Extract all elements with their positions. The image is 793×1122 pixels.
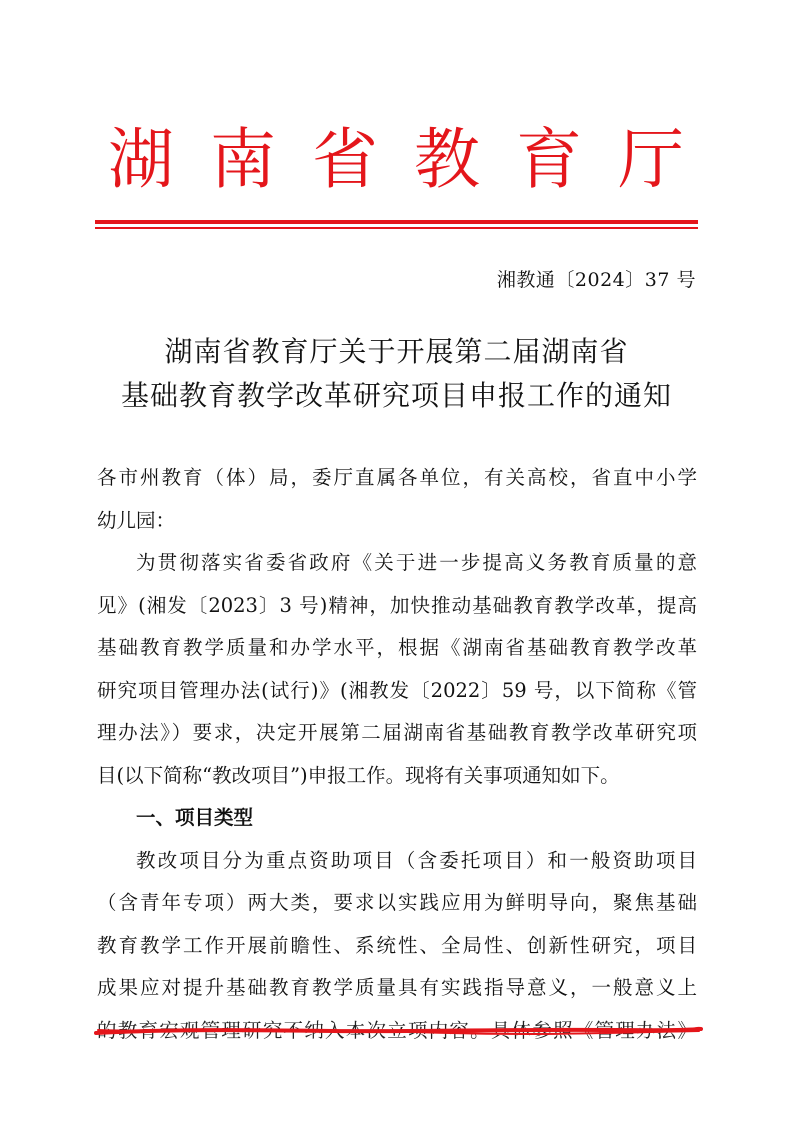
paragraph-line: 理办法》）要求，决定开展第二届湖南省基础教育教学改革研究项 (97, 721, 697, 744)
header-divider-thick (95, 220, 698, 224)
paragraph-line: 成果应对提升基础教育教学质量具有实践指导意义，一般意义上 (97, 976, 697, 999)
header-char: 厅 (618, 121, 684, 198)
document-title-line-2: 基础教育教学改革研究项目申报工作的通知 (120, 379, 672, 412)
document-title-line-1: 湖南省教育厅关于开展第二届湖南省 (164, 335, 629, 368)
paragraph-line: 教育教学工作开展前瞻性、系统性、全局性、创新性研究，项目 (97, 934, 697, 957)
document-number: 湘教通〔2024〕37 号 (496, 269, 696, 291)
paragraph-line: 研究项目管理办法(试行)》(湘教发〔2022〕59 号，以下简称《管 (97, 679, 697, 702)
paragraph-line: （含青年专项）两大类，要求以实践应用为鲜明导向，聚焦基础 (97, 891, 697, 914)
paragraph-line: 目(以下简称“教改项目”)申报工作。现将有关事项通知如下。 (97, 764, 620, 787)
header-char: 南 (210, 121, 276, 198)
addressee-line: 各市州教育（体）局，委厅直属各单位，有关高校，省直中小学 (97, 466, 697, 489)
paragraph-line: 教改项目分为重点资助项目（含委托项目）和一般资助项目 (136, 849, 697, 872)
struck-paragraph-line: 的教育宏观管理研究不纳入本次立项内容。具体参照《管理办法》 (97, 1019, 697, 1042)
header-divider-thin (95, 227, 698, 229)
header-char: 教 (414, 121, 480, 198)
issuing-authority-header (96, 115, 696, 205)
paragraph-line: 见》(湘发〔2023〕3 号)精神，加快推动基础教育教学改革，提高 (97, 594, 697, 617)
header-char: 省 (312, 121, 378, 198)
section-heading: 一、项目类型 (136, 806, 254, 829)
header-char: 湖 (108, 121, 174, 198)
header-char: 育 (516, 121, 582, 198)
addressee-line: 幼儿园： (97, 509, 176, 532)
paragraph-line: 基础教育教学质量和办学水平，根据《湖南省基础教育教学改革 (97, 636, 697, 659)
paragraph-line: 为贯彻落实省委省政府《关于进一步提高义务教育质量的意 (136, 551, 697, 574)
